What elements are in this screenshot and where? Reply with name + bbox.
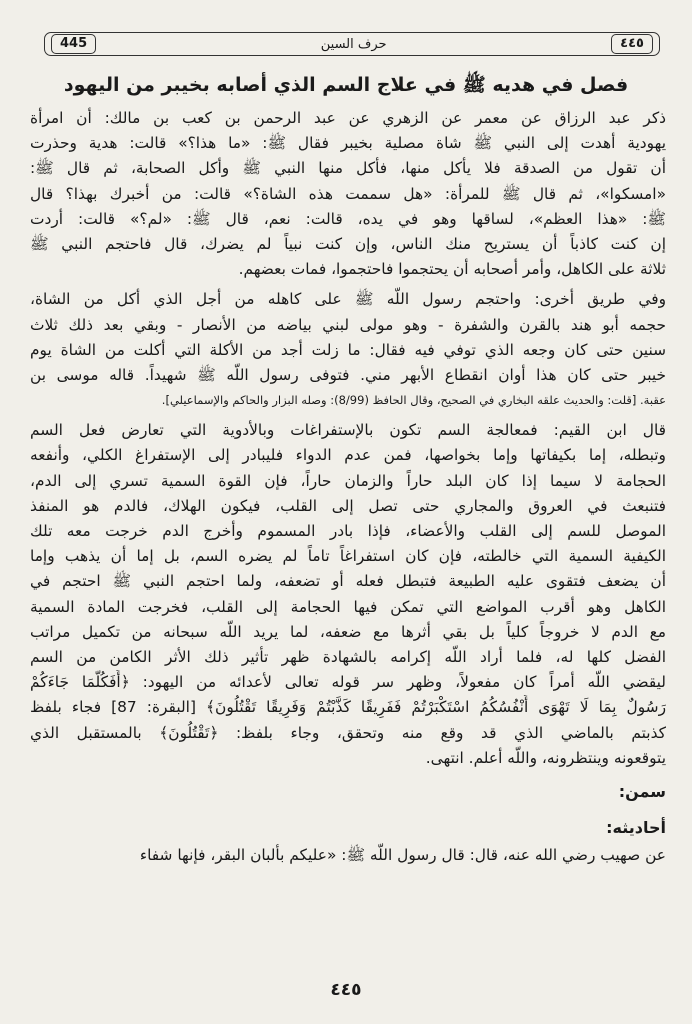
footer-page-number: ٤٤٥ (330, 980, 362, 1000)
text-line: خيبر حتى كان هذا أوان انقطاع الأبهر مني. فتوفى رسول اللَّه ﷺ شهيداً. قاله موسى بن (30, 365, 666, 384)
text-line: حجمه أبو هند بالقرن والشفرة - وهو مولى لبني بياضه من الأنصار - وبقي بعد ذلك ثلاث (30, 315, 666, 334)
quran-verse-line: رَسُولٌ بِمَا لَا تَهْوَى أَنْفُسُكُمُ اسْتَكْبَرْتُمْ فَفَرِيقًا كَذَّبْتُمْ وَفَرِيقًا تَقْتُلُونَ﴾ [البقرة: 87] فجاء بلفظ (30, 698, 666, 717)
text-line: سنين حتى كان وجعه الذي توفي فيه فقال: ما زلت أجد من الأكلة التي أكلت من الشاة يوم (30, 340, 666, 359)
page-number-latin: 445 (51, 34, 96, 54)
text-line: الكيفية السمية التي خالطته، فإن كان استفراغاً تاماً لم يضره السم، بل إما أن يذهب وإما (30, 547, 666, 566)
body-text (30, 106, 666, 868)
text-line: ليقضي اللَّه أمراً كان مفعولاً، وظهر سر قوله تعالى لأعدائه من اليهود: ﴿أَفَكُلَّمَا جَاءَكُمْ (30, 673, 666, 692)
text-line: ذكر عبد الرزاق عن معمر عن الزهري عن عبد الرحمن بن كعب بن مالك: أن امرأة (30, 109, 666, 127)
citation-note: عقبة. [قلت: والحديث علقه البخاري في الصحيح، وقال الحافظ (8/99): وصله البزار والحاكم والإسماعيلي]. (161, 393, 666, 408)
subheading: أحاديثه: (606, 817, 666, 837)
text-line: مع الدم لا خروجاً كلياً بل بقي أثرها مع ضعفه، لما يريد اللَّه سبحانه من تكميل مراتب (30, 622, 666, 641)
text-line: الموصل للسم إلى القلب والأعضاء، فإذا بادر المسموم وأخرج الدم خرجت معه تلك (30, 522, 666, 540)
text-line: وتبطله، إما بكيفاتها وإما بخواصها، فمن عدم الدواء فليبادر إلى الإستفراغ الكلي، وأنفعه (30, 446, 666, 465)
section-heading: سمن: (618, 781, 666, 801)
page-number-arabic: ٤٤٥ (611, 34, 653, 54)
text-line: فتنبعث في العروق والمجاري حتى تصل إلى القلب، فيكون الهلاك، فالدم هو المنفذ (30, 496, 666, 515)
text-line: أن يضعف فتقوى عليه الطبيعة فتبطل فعله أو تضعفه، ولما احتجم النبي ﷺ احتجم في (30, 572, 666, 591)
chapter-title: فصل في هديه ﷺ في علاج السم الذي أصابه بخيبر من اليهود (63, 74, 629, 96)
running-title: حرف السين (320, 36, 387, 52)
running-header (44, 32, 660, 56)
text-line: وفي طريق أخرى: واحتجم رسول اللَّه ﷺ على كاهله من أجل الذي أكل من الشاة، (30, 290, 666, 309)
hadith-line: عن صهيب رضي الله عنه، قال: قال رسول اللَّه ﷺ: «عليكم بألبان البقر، فإنها شفاء (139, 845, 666, 864)
text-line: الحجامة لا سيما إذا كان البلد حاراً والزمان حاراً، فإن القوة السمية تسري إلى الدم، (30, 471, 666, 490)
text-line: أن تقول من الصدقة فلا يأكل منها، فأكل منها النبي ﷺ وأكل الصحابة، ثم قال ﷺ: (30, 159, 666, 178)
text-line: ﷺ: «هذا العظم»، لساقها وهو في يده، قالت: نعم، قال ﷺ: «لم؟» قالت: أردت (30, 209, 666, 228)
text-line: كذبتم بالماضي الذي قد وقع منه وتحقق، وجاء بلفظ: ﴿تَقْتُلُونَ﴾ بالمستقبل الذي (30, 723, 666, 742)
text-line: «امسكوا»، ثم قال ﷺ للمرأة: «هل سممت هذه الشاة؟» قالت: من أخبرك بهذا؟ قال (30, 184, 666, 203)
text-line: قال ابن القيم: فمعالجة السم تكون بالإستفراغات وبالأدوية التي تعارض فعل السم (30, 421, 666, 440)
text-line: إن كنت كاذباً أن يستريح منك الناس، وإن كنت نبياً لم يضرك، قال فاحتجم النبي ﷺ (30, 234, 666, 253)
text-line: الكاهل وهو أقرب المواضع التي تمكن فيها الحجامة إلى القلب، فخرجت المادة السمية (30, 597, 666, 616)
text-line: ثلاثة على الكاهل، وأمر أصحابه أن يحتجموا فاحتجموا، فمات بعضهم. (238, 260, 666, 279)
text-line: يتوقعونه وينتظرونه، واللَّه أعلم. انتهى. (425, 748, 666, 767)
text-line: الفضل كلها له، فلما أراد اللَّه إكرامه بالشهادة ظهر تأثير ذلك الأثر الكامن من السم (30, 647, 666, 666)
text-line: يهودية أهدت إلى النبي ﷺ شاة مصلية بخيبر فقال ﷺ: «ما هذا؟» قالت: هدية وحذرت (30, 134, 666, 153)
